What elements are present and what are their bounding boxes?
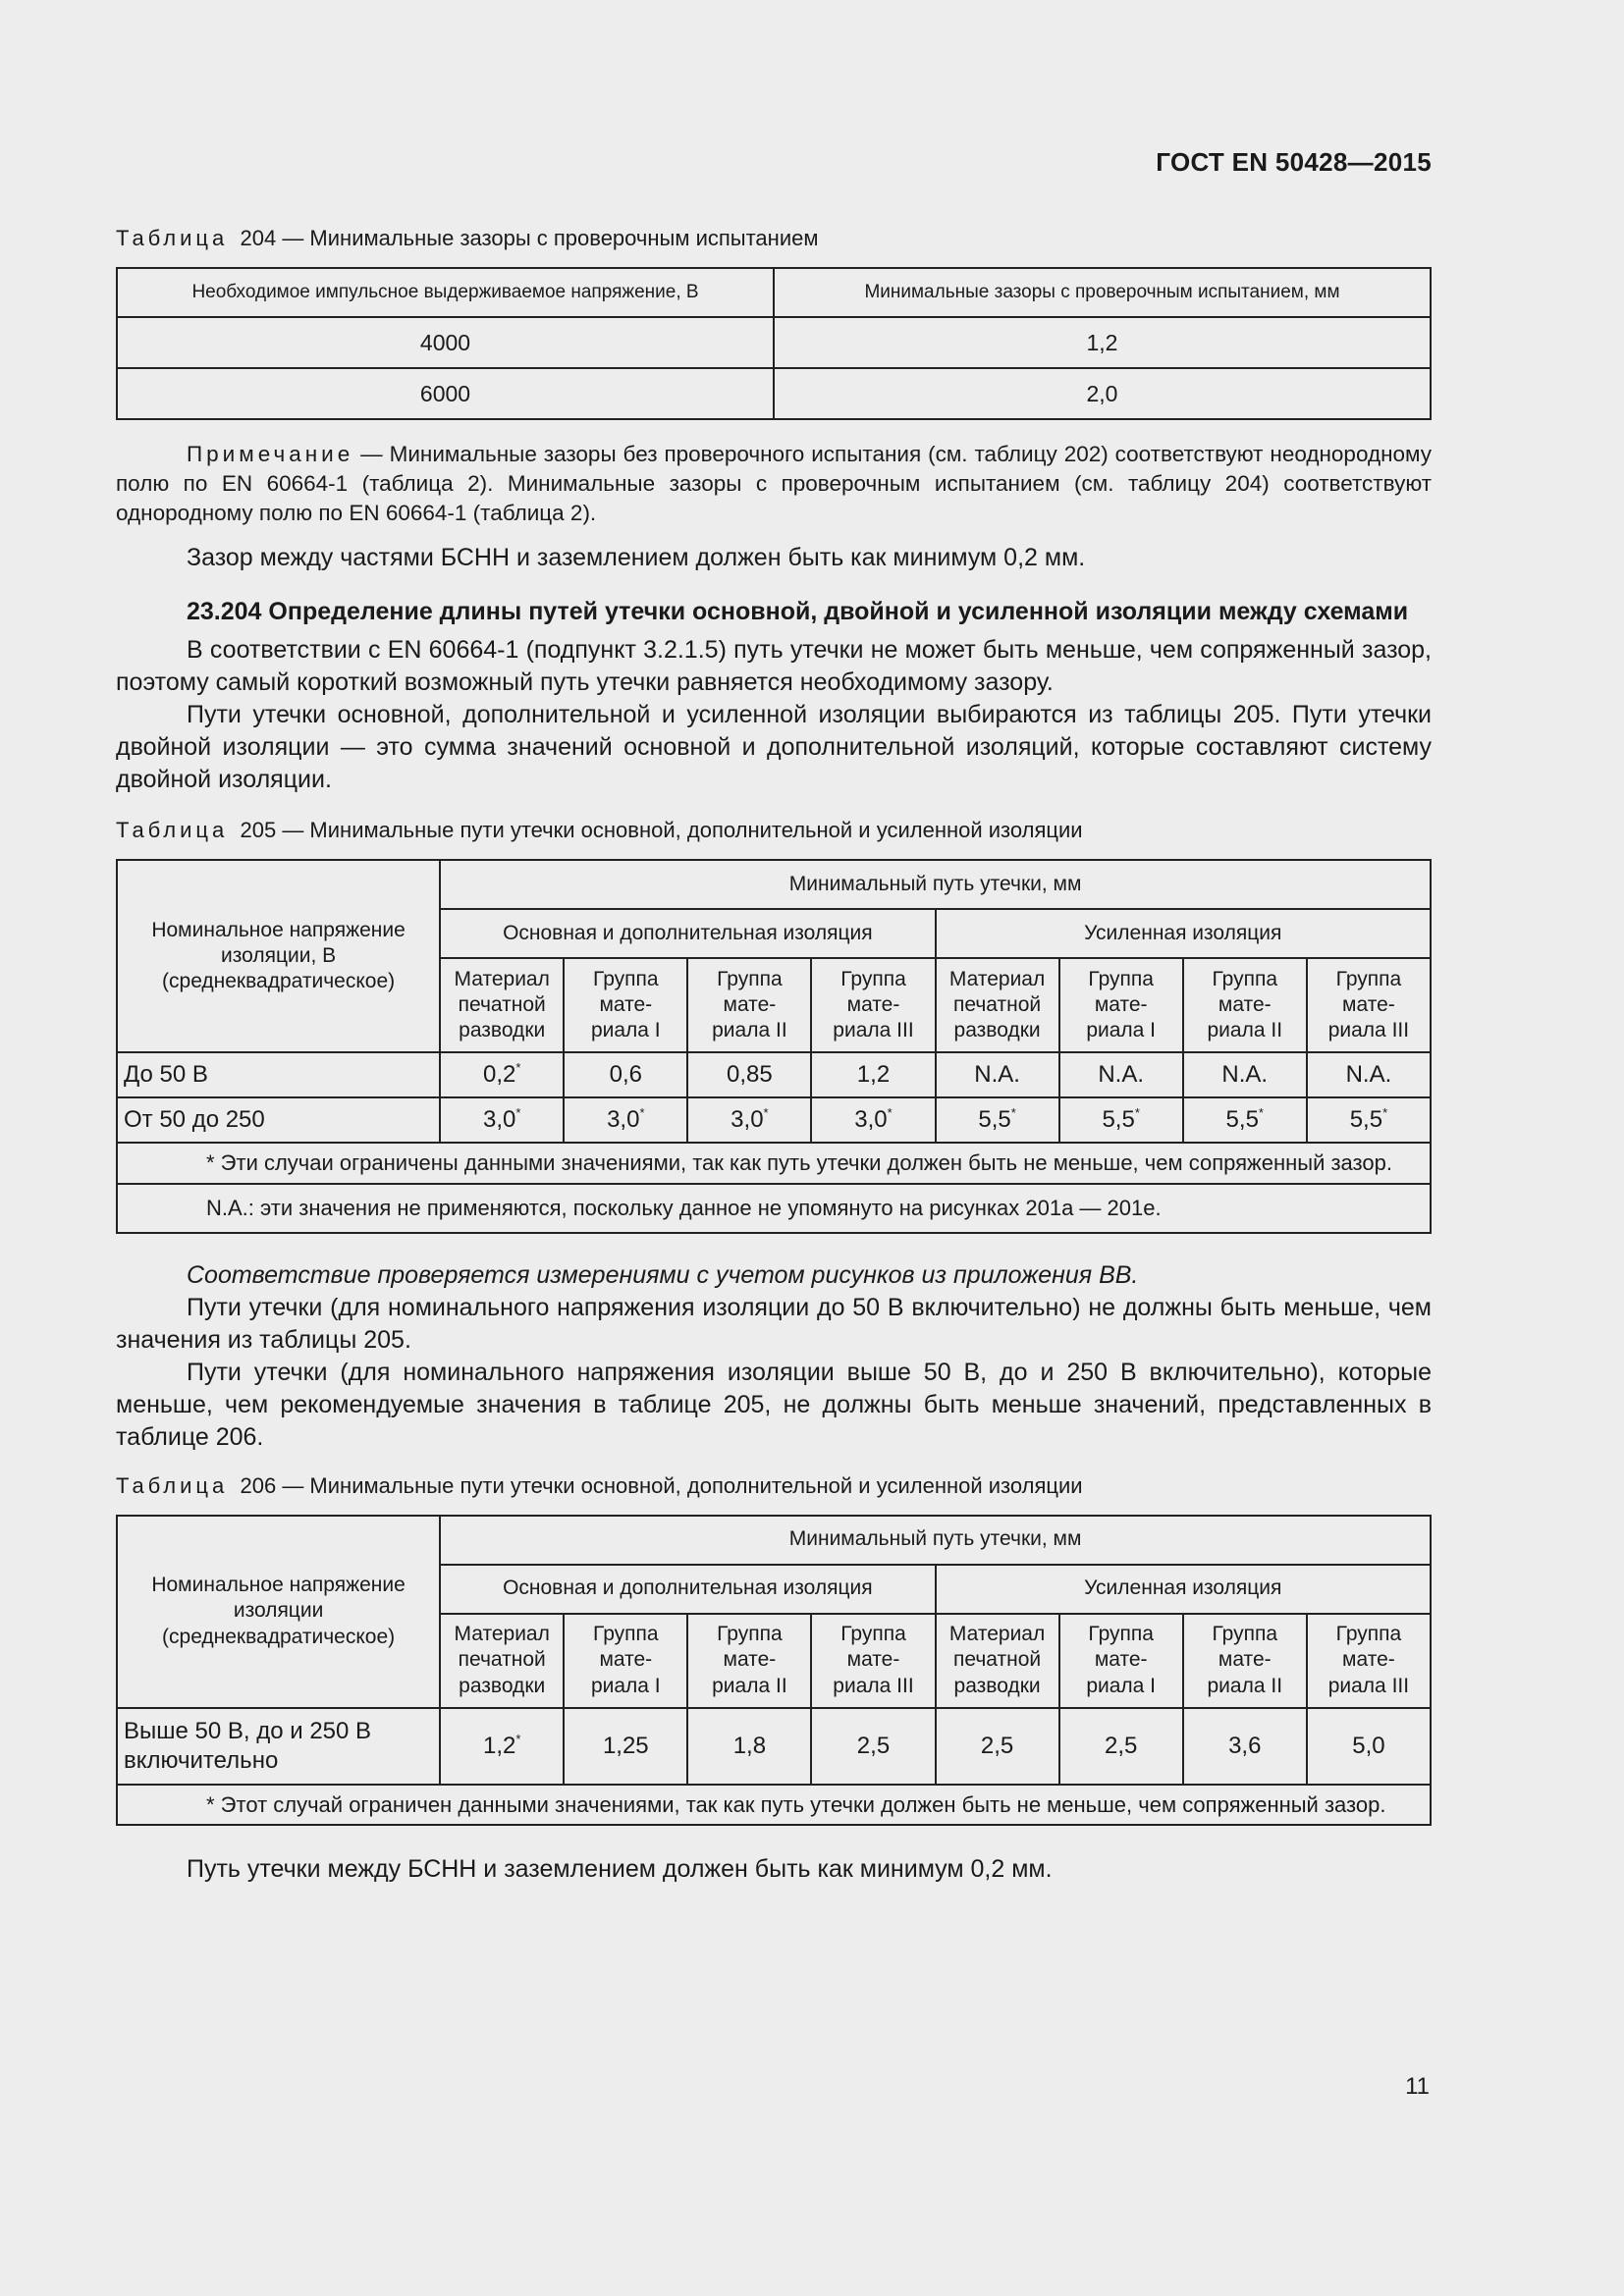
table206-subcol: Группа мате-риала III bbox=[1307, 1614, 1431, 1708]
note bbox=[116, 440, 1432, 528]
table206-cell: 2,5 bbox=[936, 1708, 1059, 1785]
table205-cell: 3,0* bbox=[811, 1097, 935, 1143]
paragraph-3: Пути утечки (для номинального напряжения изоляции до 50 В включительно) не должны быть меньше, чем значения из таблицы 205. bbox=[116, 1293, 1432, 1354]
table206-subcol: Группа мате-риала I bbox=[1059, 1614, 1183, 1708]
table206-top-header: Минимальный путь утечки, мм bbox=[440, 1516, 1431, 1565]
document-id: ГОСТ EN 50428—2015 bbox=[1156, 147, 1432, 177]
table205-cell: 3,0* bbox=[564, 1097, 687, 1143]
table206-group-basic: Основная и дополнительная изоляция bbox=[440, 1565, 935, 1614]
table-row bbox=[117, 1097, 1431, 1143]
page-content bbox=[116, 145, 1432, 1886]
table206-subcol: Группа мате-риала III bbox=[811, 1614, 935, 1708]
page-number: 11 bbox=[1405, 2073, 1430, 2100]
table205-cell: 3,0* bbox=[687, 1097, 811, 1143]
table204-col1-header: Необходимое импульсное выдерживаемое напряжение, В bbox=[117, 268, 774, 317]
table206-subcol: Группа мате-риала II bbox=[687, 1614, 811, 1708]
table205-subcol: Группа мате-риала II bbox=[1183, 958, 1307, 1052]
table206-group-reinforced: Усиленная изоляция bbox=[936, 1565, 1431, 1614]
table204-clearance: 2,0 bbox=[774, 368, 1431, 419]
table205-cell: N.A. bbox=[1183, 1052, 1307, 1097]
table205-subcol: Группа мате-риала II bbox=[687, 958, 811, 1052]
table205-cell: N.A. bbox=[1059, 1052, 1183, 1097]
section-title: 23.204 Определение длины путей утечки основной, двойной и усиленной изоляции между схемами bbox=[187, 598, 1409, 625]
table205-cell: 3,0* bbox=[440, 1097, 564, 1143]
final-paragraph: Путь утечки между БСНН и заземлением должен быть как минимум 0,2 мм. bbox=[187, 1855, 1053, 1883]
table206-caption-prefix: Таблица bbox=[116, 1472, 229, 1498]
table206-subcol: Группа мате-риала I bbox=[564, 1614, 687, 1708]
table205-cell: 5,5* bbox=[1307, 1097, 1431, 1143]
compliance-statement: Соответствие проверяется измерениями с учетом рисунков из приложения ВВ. bbox=[187, 1260, 1139, 1289]
table205-cell: 5,5* bbox=[1183, 1097, 1307, 1143]
table205-row-label: До 50 В bbox=[117, 1052, 440, 1097]
table205-row-label: От 50 до 250 bbox=[117, 1097, 440, 1143]
table206-cell: 3,6 bbox=[1183, 1708, 1307, 1785]
table205-subcol: Материал печатной разводки bbox=[440, 958, 564, 1052]
table204-col2-header: Минимальные зазоры с проверочным испытанием, мм bbox=[774, 268, 1431, 317]
section-paragraph-1: В соответствии с EN 60664-1 (подпункт 3.2.1.5) путь утечки не может быть меньше, чем сопряженный зазор, поэтому самый короткий возможный путь утечки равняется необходимому зазору. bbox=[116, 636, 1432, 696]
table-row bbox=[117, 317, 1431, 368]
table205-caption-text: 205 — Минимальные пути утечки основной, дополнительной и усиленной изоляции bbox=[240, 818, 1083, 842]
table205-subcol: Группа мате-риала III bbox=[1307, 958, 1431, 1052]
table206-subcol: Материал печатной разводки bbox=[936, 1614, 1059, 1708]
table204-caption-prefix: Таблица bbox=[116, 226, 229, 250]
table206-footnote: * Этот случай ограничен данными значениями, так как путь утечки должен быть не меньше, чем сопряженный зазор. bbox=[117, 1785, 1431, 1826]
table204-voltage: 6000 bbox=[117, 368, 774, 419]
table206-rowhead: Номинальное напряжение изоляции (среднеквадратическое) bbox=[117, 1516, 440, 1708]
table-205 bbox=[116, 859, 1432, 1234]
table206-row-label: Выше 50 В, до и 250 В включительно bbox=[117, 1708, 440, 1785]
table205-subcol: Группа мате-риала I bbox=[1059, 958, 1183, 1052]
table205-subcol: Группа мате-риала III bbox=[811, 958, 935, 1052]
table206-caption bbox=[116, 1473, 1432, 1499]
table205-subcol: Группа мате-риала I bbox=[564, 958, 687, 1052]
table205-cell: 5,5* bbox=[1059, 1097, 1183, 1143]
table206-caption-text: 206 — Минимальные пути утечки основной, дополнительной и усиленной изоляции bbox=[240, 1472, 1083, 1498]
table204-caption bbox=[116, 226, 1432, 251]
table204-clearance: 1,2 bbox=[774, 317, 1431, 368]
table206-cell: 1,8 bbox=[687, 1708, 811, 1785]
table204-voltage: 4000 bbox=[117, 317, 774, 368]
table206-subcol: Материал печатной разводки bbox=[440, 1614, 564, 1708]
table206-cell: 1,2* bbox=[440, 1708, 564, 1785]
table205-subcol: Материал печатной разводки bbox=[936, 958, 1059, 1052]
table205-caption-prefix: Таблица bbox=[116, 818, 229, 842]
table205-na-note: N.A.: эти значения не применяются, поскольку данное не упомянуто на рисунках 201а — 201е. bbox=[117, 1184, 1431, 1233]
table206-cell: 2,5 bbox=[1059, 1708, 1183, 1785]
table204-caption-text: 204 — Минимальные зазоры с проверочным испытанием bbox=[240, 226, 819, 250]
table205-group-reinforced: Усиленная изоляция bbox=[936, 909, 1431, 958]
table206-cell: 5,0 bbox=[1307, 1708, 1431, 1785]
table205-cell: 1,2 bbox=[811, 1052, 935, 1097]
table-row bbox=[117, 368, 1431, 419]
table205-group-basic: Основная и дополнительная изоляция bbox=[440, 909, 935, 958]
table205-cell: N.A. bbox=[936, 1052, 1059, 1097]
table205-rowhead: Номинальное напряжение изоляции, В (среднеквадратическое) bbox=[117, 860, 440, 1052]
section-paragraph-2: Пути утечки основной, дополнительной и усиленной изоляции выбираются из таблицы 205. Пути утечки двойной изоляции — это сумма значений основной и дополнительной изоляций, которые составляют систему двойной изоляции. bbox=[116, 701, 1432, 793]
table206-subcol: Группа мате-риала II bbox=[1183, 1614, 1307, 1708]
table206-cell: 2,5 bbox=[811, 1708, 935, 1785]
table205-cell: 5,5* bbox=[936, 1097, 1059, 1143]
table-row bbox=[117, 1708, 1431, 1785]
table-204 bbox=[116, 267, 1432, 420]
paragraph-4: Пути утечки (для номинального напряжения изоляции выше 50 В, до и 250 В включительно), которые меньше, чем рекомендуемые значения в таблице 205, не должны быть меньше значений, представленных в таблице 206. bbox=[116, 1358, 1432, 1451]
gap-paragraph: Зазор между частями БСНН и заземлением должен быть как минимум 0,2 мм. bbox=[187, 544, 1086, 571]
table-row bbox=[117, 1052, 1431, 1097]
table205-footnote: * Эти случаи ограничены данными значениями, так как путь утечки должен быть не меньше, чем сопряженный зазор. bbox=[117, 1143, 1431, 1184]
table205-cell: 0,2* bbox=[440, 1052, 564, 1097]
table205-cell: 0,6 bbox=[564, 1052, 687, 1097]
note-label: Примечание bbox=[187, 442, 354, 466]
table205-top-header: Минимальный путь утечки, мм bbox=[440, 860, 1431, 909]
table205-cell: 0,85 bbox=[687, 1052, 811, 1097]
note-text: — Минимальные зазоры без проверочного испытания (см. таблицу 202) соответствуют неоднородному полю по EN 60664-1 (таблица 2). Минимальные зазоры с проверочным испытанием (см. таблицу 204) соответствуют однородному полю по EN 60664-1 (таблица 2). bbox=[116, 442, 1432, 525]
table206-cell: 1,25 bbox=[564, 1708, 687, 1785]
table-206 bbox=[116, 1515, 1432, 1827]
table205-cell: N.A. bbox=[1307, 1052, 1431, 1097]
table205-caption bbox=[116, 818, 1432, 843]
